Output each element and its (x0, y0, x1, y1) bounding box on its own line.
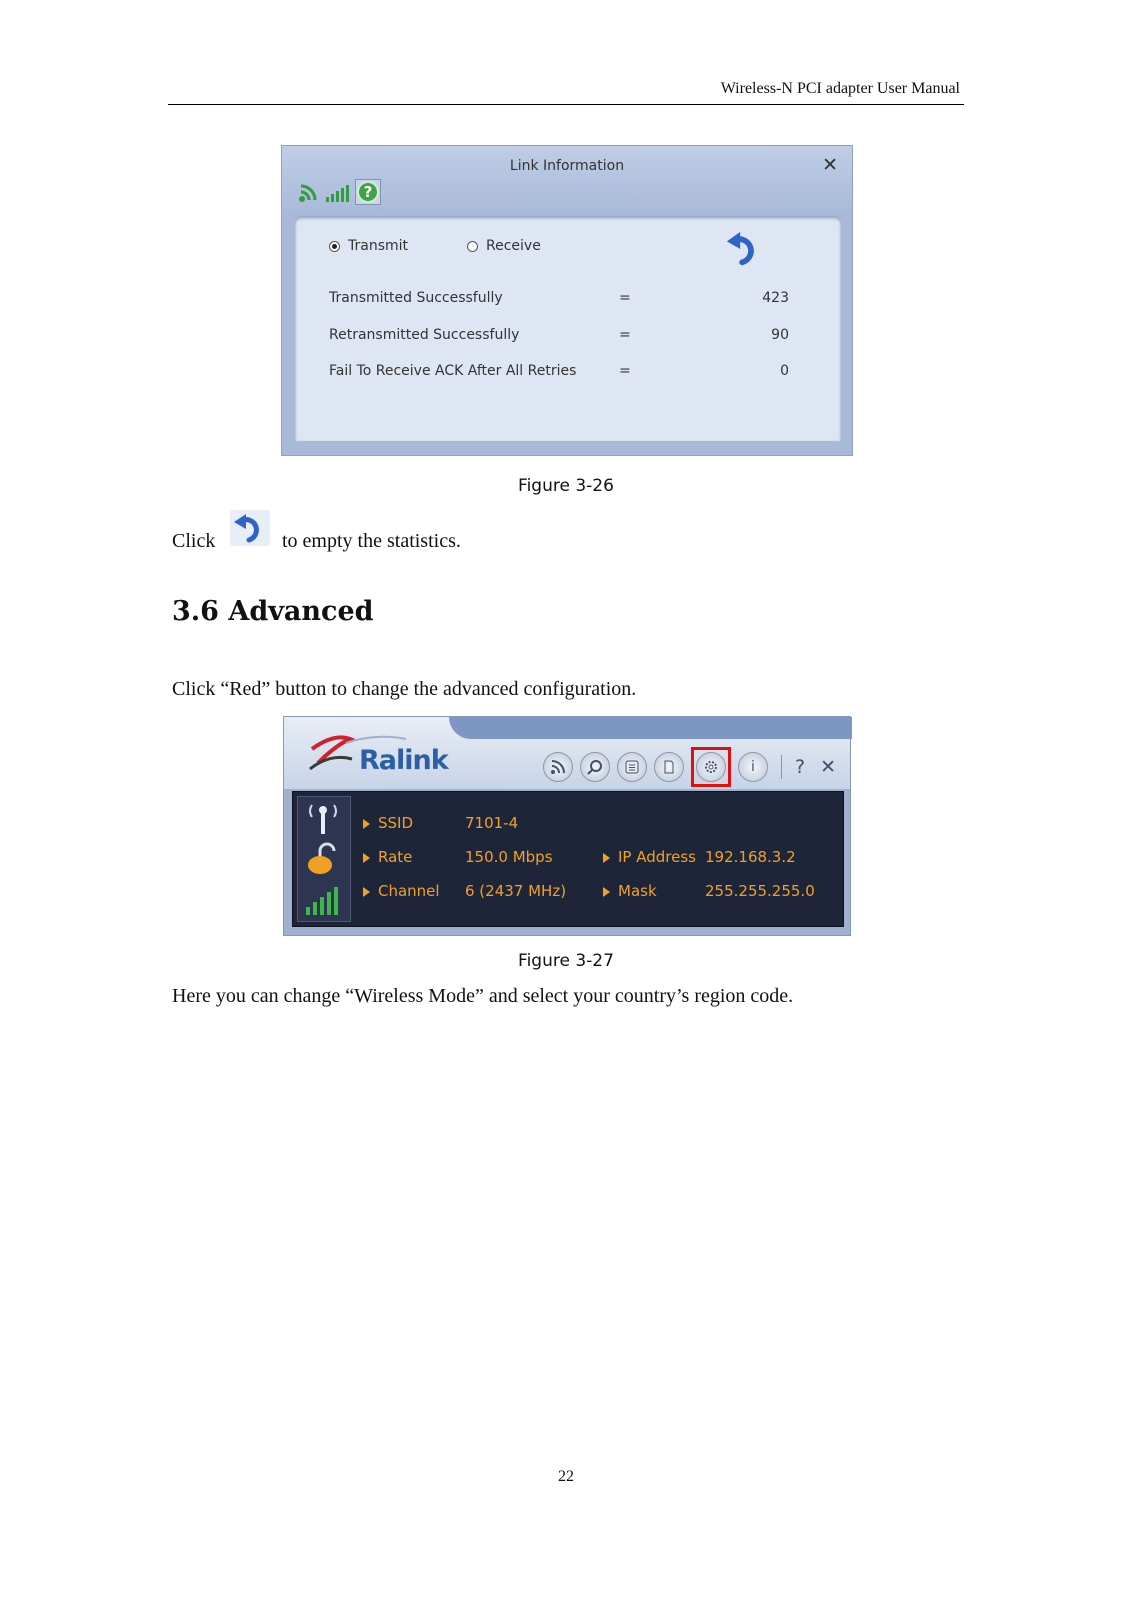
header-tab (449, 717, 852, 739)
page-header (168, 78, 964, 105)
list-icon[interactable] (617, 752, 647, 782)
radio-transmit-label: Transmit (348, 238, 409, 254)
stat-row (329, 327, 789, 343)
help-icon: ? (357, 181, 379, 203)
bullet-arrow-icon (363, 887, 370, 897)
window-title: Link Information (509, 158, 625, 174)
undo-icon (230, 510, 270, 546)
advanced-button[interactable] (691, 747, 731, 787)
close-icon[interactable]: ✕ (822, 154, 838, 176)
channel-value: 6 (2437 MHz) (465, 882, 567, 900)
stat-value: 0 (780, 363, 789, 379)
mask-label: Mask (603, 882, 657, 900)
stat-row (329, 363, 789, 379)
radio-receive[interactable] (467, 238, 541, 254)
figure-caption: Figure 3-27 (518, 951, 614, 971)
info-icon[interactable]: i (738, 752, 768, 782)
signal-strength-icon (298, 883, 348, 919)
stat-equals: = (619, 327, 631, 343)
ip-address-value: 192.168.3.2 (705, 848, 796, 866)
radio-transmit[interactable] (329, 238, 408, 254)
antenna-icon (298, 799, 348, 839)
toolbar (543, 747, 836, 787)
header-title: Wireless-N PCI adapter User Manual (720, 80, 960, 97)
wireless-icon[interactable] (543, 752, 573, 782)
link-information-window (281, 145, 853, 456)
status-icons (298, 178, 381, 206)
search-icon[interactable] (580, 752, 610, 782)
stat-label: Transmitted Successfully (329, 290, 503, 306)
rate-value: 150.0 Mbps (465, 848, 553, 866)
channel-label: Channel (363, 882, 440, 900)
gear-icon[interactable] (696, 752, 726, 782)
stat-label: Fail To Receive ACK After All Retries (329, 363, 577, 379)
signal-strength-icon (326, 182, 349, 202)
status-sidebar (297, 796, 351, 922)
stat-label: Retransmitted Successfully (329, 327, 520, 343)
click-description: to empty the statistics. (282, 530, 461, 552)
ip-address-label: IP Address (603, 848, 696, 866)
stat-row (329, 290, 789, 306)
ssid-label: SSID (363, 814, 413, 832)
ralink-main-window (283, 716, 851, 936)
help-button[interactable]: ? (795, 756, 806, 778)
figure-caption: Figure 3-26 (518, 476, 614, 496)
close-icon[interactable]: ✕ (820, 756, 837, 778)
closing-paragraph: Here you can change “Wireless Mode” and select your country’s region code. (172, 985, 794, 1007)
statistics-panel (295, 216, 841, 441)
section-heading: 3.6 Advanced (172, 596, 374, 627)
bullet-arrow-icon (363, 853, 370, 863)
radio-receive-label: Receive (486, 238, 541, 254)
click-word: Click (172, 530, 216, 552)
help-button[interactable] (355, 179, 381, 205)
status-panel (292, 791, 844, 927)
stat-value: 423 (762, 290, 789, 306)
radio-transmit-indicator[interactable] (329, 241, 340, 252)
page-number: 22 (558, 1468, 574, 1485)
unlock-icon (298, 841, 348, 881)
advanced-intro: Click “Red” button to change the advanced configuration. (172, 678, 637, 700)
undo-icon[interactable] (725, 230, 763, 268)
bullet-arrow-icon (603, 887, 610, 897)
stat-equals: = (619, 290, 631, 306)
radio-receive-indicator[interactable] (467, 241, 478, 252)
ralink-logo-text: Ralink (359, 745, 448, 776)
rate-label: Rate (363, 848, 412, 866)
stat-value: 90 (771, 327, 789, 343)
mask-value: 255.255.255.0 (705, 882, 815, 900)
toolbar-divider (781, 755, 782, 779)
bullet-arrow-icon (603, 853, 610, 863)
stat-equals: = (619, 363, 631, 379)
document-icon[interactable] (654, 752, 684, 782)
wireless-signal-icon (298, 181, 320, 203)
ssid-value: 7101-4 (465, 814, 519, 832)
bullet-arrow-icon (363, 819, 370, 829)
